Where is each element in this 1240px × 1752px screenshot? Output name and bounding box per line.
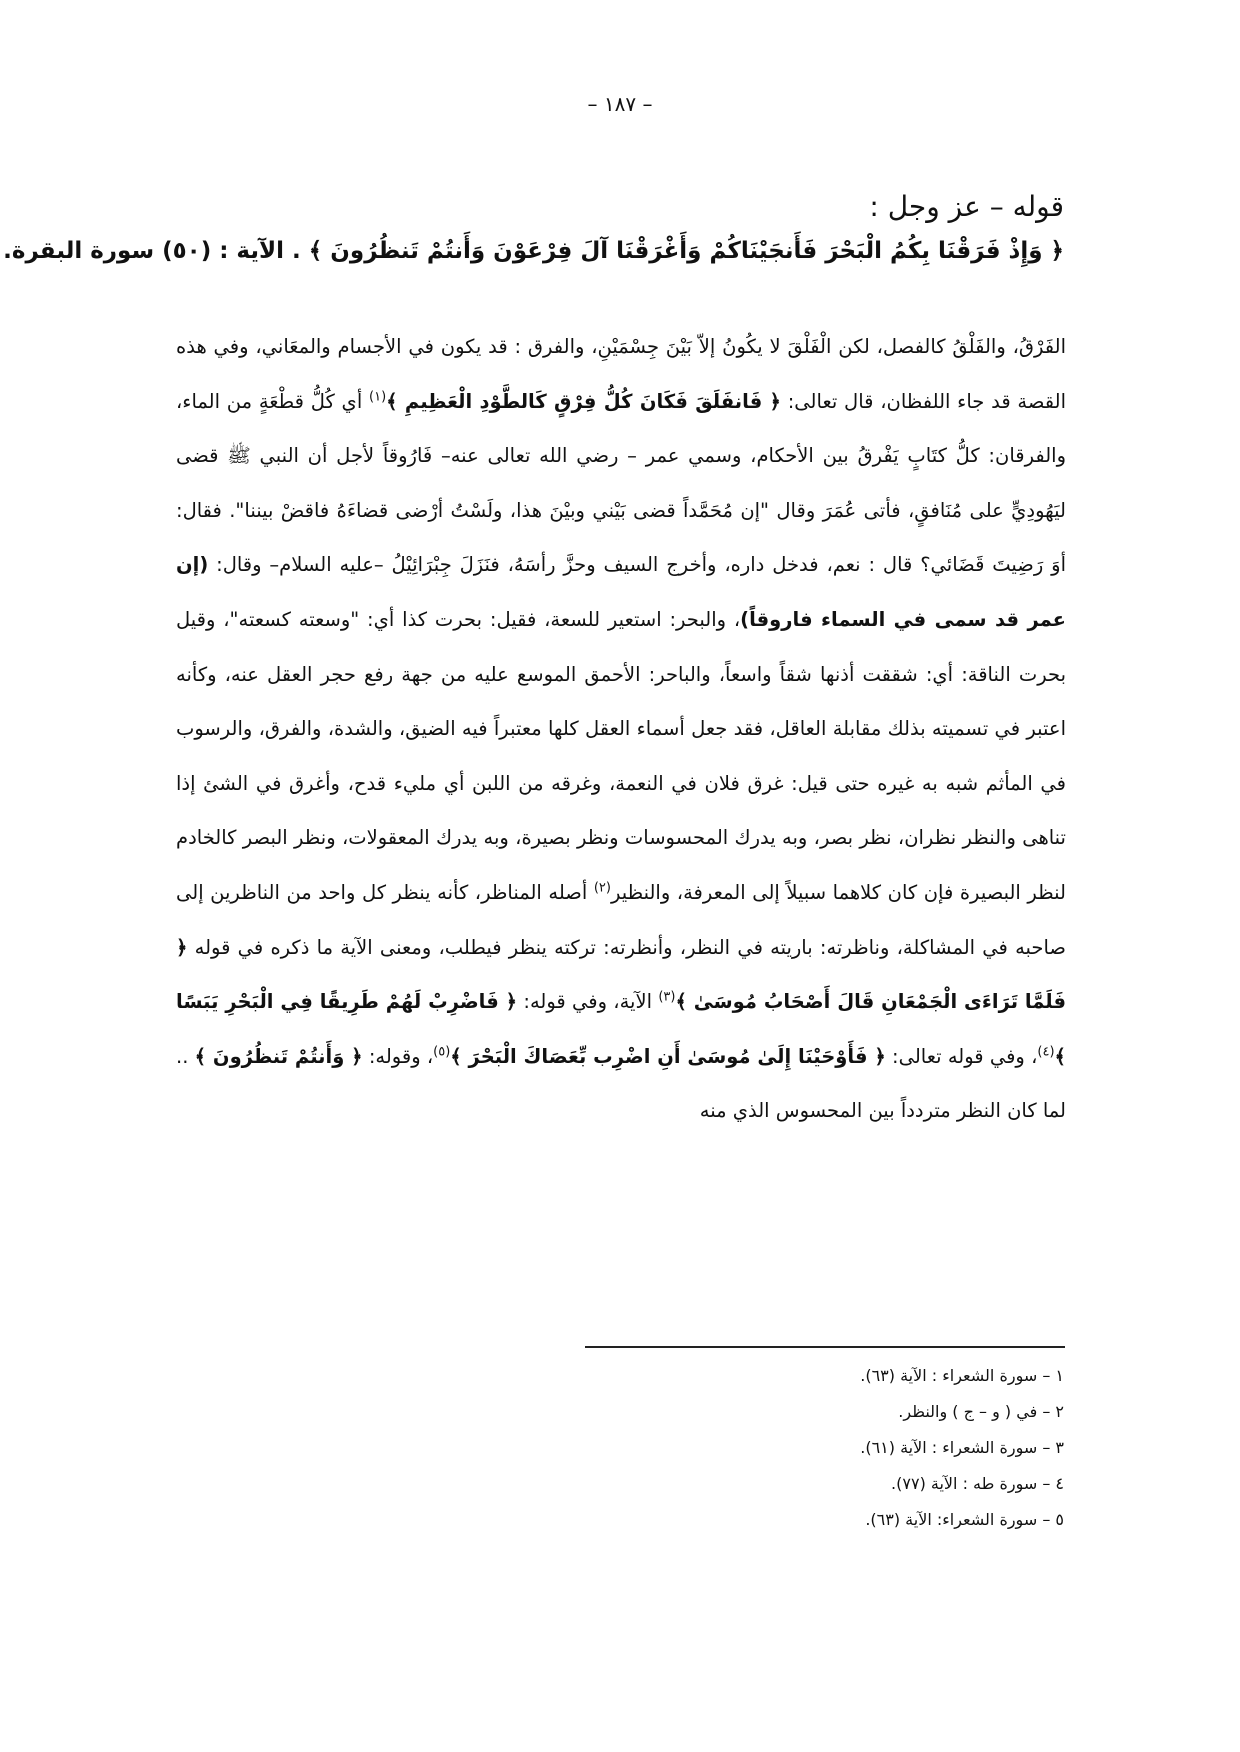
verse-text: ﴿ وَإِذْ فَرَقْنَا بِكُمُ الْبَحْرَ فَأَنجَيْنَاكُمْ وَأَغْرَقْنَا آلَ فِرْعَوْنَ وَأَنتُمْ تَنظُرُونَ ﴾ (308, 238, 1064, 264)
footnote-ref: (١) (369, 389, 387, 405)
footnote-item: ٤ – سورة طه : الآية (٧٧). (891, 1474, 1064, 1493)
body-segment: .. لما كان النظر متردداً بين المحسوس الذي منه (176, 1044, 1066, 1123)
body-segment: أي كُلُّ قطْعَةٍ من الماء، والفرقان: كلُّ كتَابٍ يَفْرقُ بين الأحكام، وسمي عمر – رضي الله تعالى عنه– فَارُوقاً لأجل أن النبي ﷺ قضى ليَهُودِيٍّ على مُنَافقٍ، فأتى عُمَرَ وقال "إن مُحَمَّداً قضى بَيْني وبيْنَ هذا، ولَسْتُ أرْضى قضاءَهُ فاقضْ بيننا". فقال: أوَ رَضِيتَ قَضَائي؟ قال : نعم، فدخل داره، وأخرج السيف وحزَّ رأسَهُ، فنَزَلَ جِبْرَائِيْلُ –عليه السلام– وقال: (176, 389, 1066, 577)
body-segment: ، والبحر: استعير للسعة، فقيل: بحرت كذا أي: "وسعته كسعته"، وقيل بحرت الناقة: أي: شققت أذنها شقاً واسعاً، والباحر: الأحمق الموسع عليه من جهة رفع حجر العقل عنه، وكأنه اعتبر في تسميته بذلك مقابلة العاقل، فقد جعل أسماء العقل كلها معتبراً فيه الضيق، والشدة، والفرق، والرسوب في المأثم شبه به غيره حتى قيل: غرق فلان في النعمة، وغرقه من اللبن أي مليء قدح، وأغرق في الشئ إذا تناهى والنظر نظران، نظر بصر، وبه يدرك المحسوسات ونظر بصيرة، وبه يدرك المعقولات، ونظر البصر كالخادم لنظر البصيرة فإن كان كلاهما سبيلاً إلى المعرفة، والنظير (176, 607, 1066, 904)
hadith-quote: (إن عمر قد سمى في السماء فاروقاً) (176, 553, 1066, 631)
quran-quote: ﴿ وَأَنتُمْ تَنظُرُونَ ﴾ (194, 1044, 363, 1068)
body-segment: الآية، وفي قوله: (523, 990, 653, 1014)
quran-quote: ﴿ فَانفَلَقَ فَكَانَ كُلُّ فِرْقٍ كَالطَّوْدِ الْعَظِيمِ ﴾ (386, 389, 781, 413)
footnote-ref: (٢) (593, 880, 611, 896)
quran-verse-line (3, 238, 1064, 264)
quran-quote: ﴿ فَلَمَّا تَرَاءَى الْجَمْعَانِ قَالَ أَصْحَابُ مُوسَىٰ ﴾ (176, 935, 1067, 1014)
body-segment: ، وقوله: (368, 1044, 434, 1068)
page-number: – ١٨٧ – (587, 92, 653, 116)
body-segment: الفَرْقُ، والفَلْقُ كالفصل، لكن الْفَلْقَ لا يكُونُ إلاّ بَيْنَ جِسْمَيْنِ، والفرق : قد يكون في الأجسام والمعَاني، وفي هذه القصة قد جاء اللفظان، قال تعالى: (176, 335, 1066, 413)
footnotes (644, 1358, 1064, 1538)
footnote-ref: (٤) (1037, 1044, 1055, 1060)
footnote-item: ٥ – سورة الشعراء: الآية (٦٣). (865, 1510, 1064, 1529)
footnote-divider (585, 1346, 1065, 1348)
footnote-ref: (٣) (658, 989, 676, 1005)
footnote-item: ٢ – في ( و – ج ) والنظر. (898, 1402, 1064, 1421)
footnote-ref: (٥) (433, 1044, 451, 1060)
verse-reference: . الآية : (٥٠) سورة البقرة. (3, 238, 301, 264)
quran-quote: ﴿ فَاضْرِبْ لَهُمْ طَرِيقًا فِي الْبَحْرِ يَبَسًا ﴾ (176, 990, 1066, 1068)
footnote-item: ٣ – سورة الشعراء : الآية (٦١). (860, 1438, 1064, 1457)
body-paragraph (176, 320, 1066, 1139)
section-heading: قوله – عز وجل : (869, 190, 1064, 223)
body-segment: أصله المناظر، كأنه ينظر كل واحد من الناظرين إلى صاحبه في المشاكلة، وناظرته: باريته في النظر، وأنظرته: تركته ينظر فيطلب، ومعنى الآية ما ذكره في قوله (176, 880, 1066, 959)
body-segment: ، وفي قوله تعالى: (892, 1044, 1038, 1068)
footnote-item: ١ – سورة الشعراء : الآية (٦٣). (860, 1366, 1064, 1385)
quran-quote: ﴿ فَأَوْحَيْنَا إِلَىٰ مُوسَىٰ أَنِ اضْرِب بِّعَصَاكَ الْبَحْرَ ﴾ (450, 1044, 886, 1068)
